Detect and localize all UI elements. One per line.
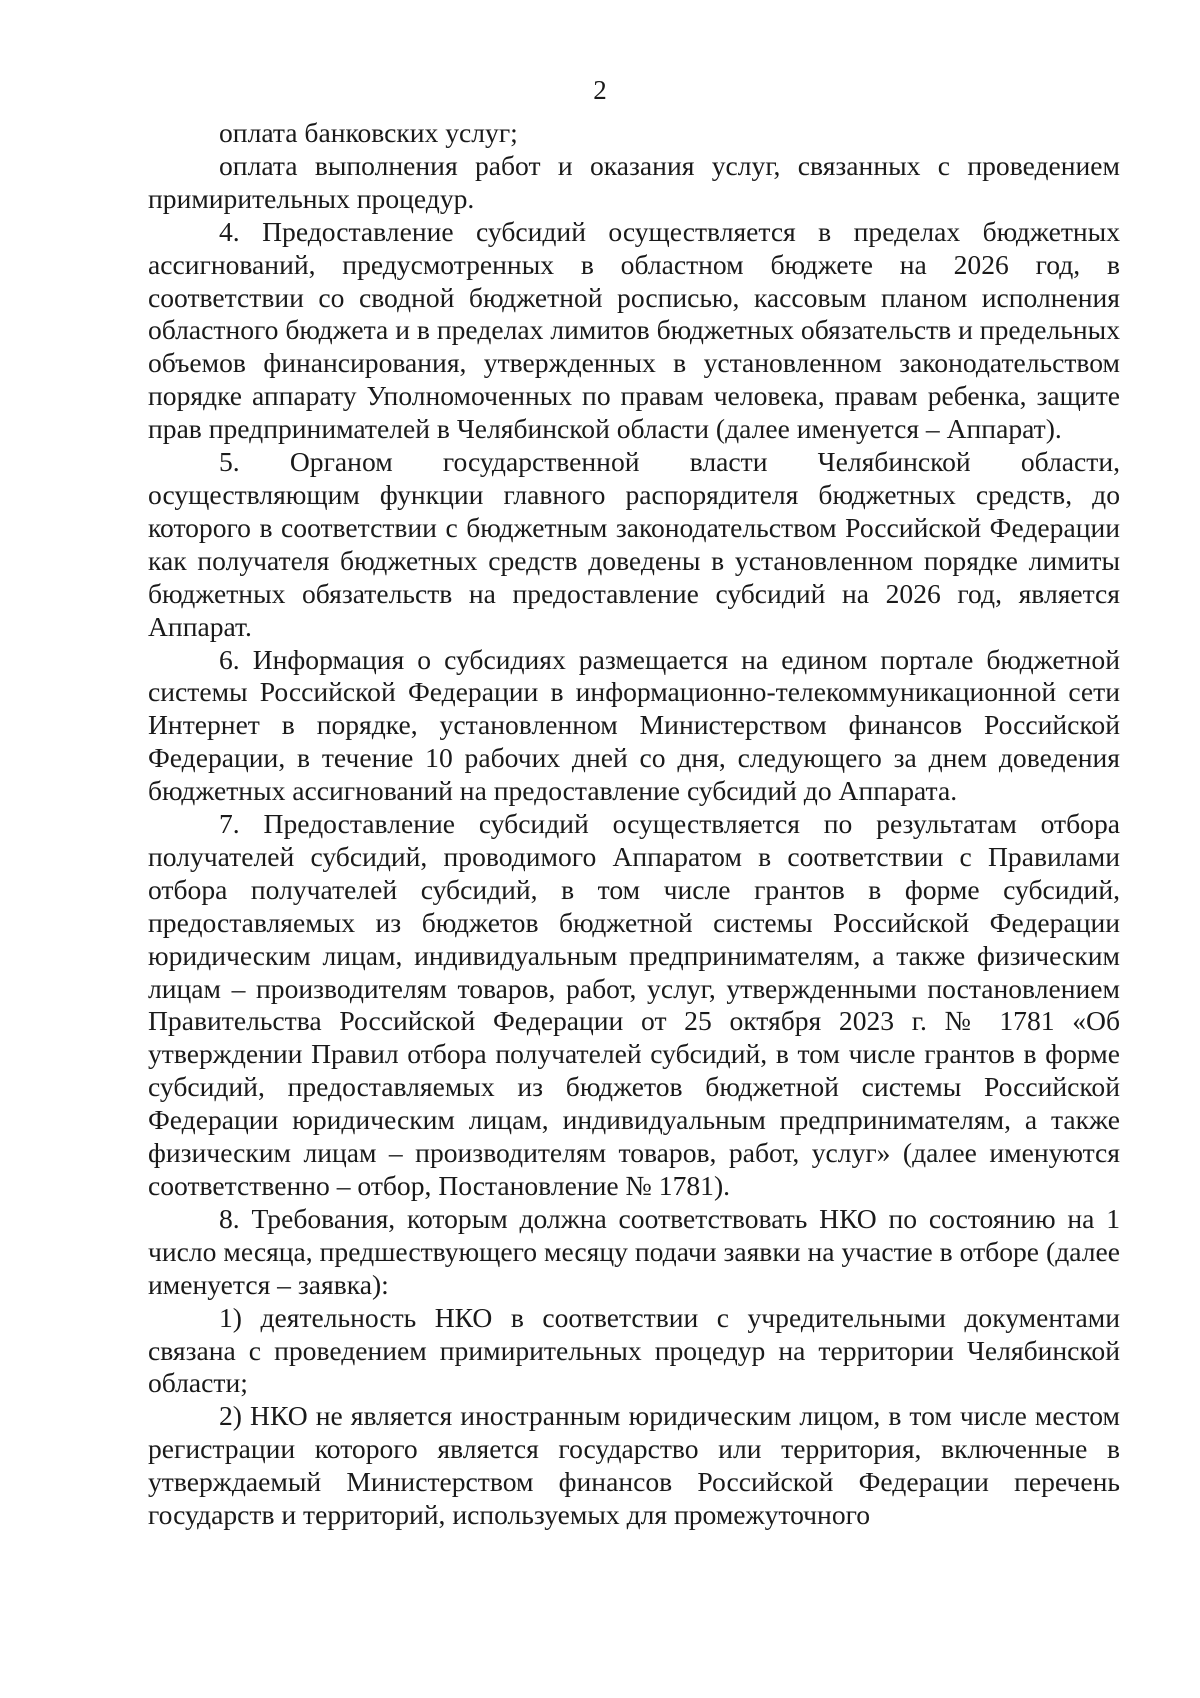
document-body bbox=[148, 117, 1120, 1532]
paragraph-item-6: 6. Информация о субсидиях размещается на едином портале бюджетной системы Российской Федерации в информационно-телекоммуникационной сети Интернет в порядке, установленном Министерством финансов Российской Федерации, в течение 10 рабочих дней со дня, следующего за днем доведения бюджетных ассигнований на предоставление субсидий до Аппарата. bbox=[148, 643, 1120, 807]
paragraph-item-4: 4. Предоставление субсидий осуществляется в пределах бюджетных ассигнований, предусмотренных в областном бюджете на 2026 год, в соответствии со сводной бюджетной росписью, кассовым планом исполнения областного бюджета и в пределах лимитов бюджетных обязательств и предельных объемов финансирования, утвержденных в установленном законодательством порядке аппарату Уполномоченных по правам человека, правам ребенка, защите прав предпринимателей в Челябинской области (далее именуется – Аппарат). bbox=[148, 215, 1120, 445]
paragraph-requirement-1: 1) деятельность НКО в соответствии с учредительными документами связана с проведением примирительных процедур на территории Челябинской области; bbox=[148, 1301, 1120, 1399]
paragraph-item-8: 8. Требования, которым должна соответствовать НКО по состоянию на 1 число месяца, предшествующего месяцу подачи заявки на участие в отборе (далее именуется – заявка): bbox=[148, 1202, 1120, 1300]
paragraph-conciliation-services: оплата выполнения работ и оказания услуг, связанных с проведением примирительных процедур. bbox=[148, 149, 1120, 214]
paragraph-item-5: 5. Органом государственной власти Челябинской области, осуществляющим функции главного распорядителя бюджетных средств, до которого в соответствии с бюджетным законодательством Российской Федерации как получателя бюджетных средств доведены в установленном порядке лимиты бюджетных обязательств на предоставление субсидий на 2026 год, является Аппарат. bbox=[148, 446, 1120, 642]
page-number: 2 bbox=[593, 75, 607, 105]
paragraph-requirement-2: 2) НКО не является иностранным юридическим лицом, в том числе местом регистрации которого является государство или территория, включенные в утверждаемый Министерством финансов Российской Федерации перечень государств и территорий, используемых для промежуточного bbox=[148, 1400, 1120, 1531]
paragraph-bank-services: оплата банковских услуг; bbox=[219, 117, 518, 148]
paragraph-item-7: 7. Предоставление субсидий осуществляется по результатам отбора получателей субсидий, проводимого Аппаратом в соответствии с Правилами отбора получателей субсидий, в том числе грантов в форме субсидий, предоставляемых из бюджетов бюджетной системы Российской Федерации юридическим лицам, индивидуальным предпринимателям, а также физическим лицам – производителям товаров, работ, услуг, утвержденными постановлением Правительства Российской Федерации от 25 октября 2023 г. № 1781 «Об утверждении Правил отбора получателей субсидий, в том числе грантов в форме субсидий, предоставляемых из бюджетов бюджетной системы Российской Федерации юридическим лицам, индивидуальным предпринимателям, а также физическим лицам – производителям товаров, работ, услуг» (далее именуются соответственно – отбор, Постановление № 1781). bbox=[148, 808, 1120, 1201]
